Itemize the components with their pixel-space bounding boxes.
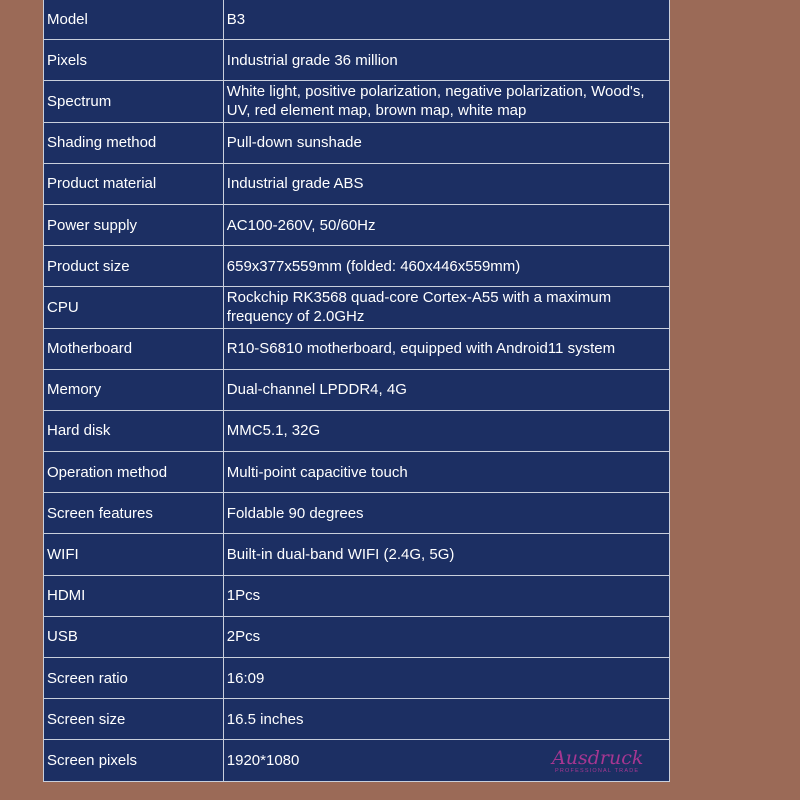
spec-value: Pull-down sunshade (223, 122, 669, 163)
spec-value: 16.5 inches (223, 699, 669, 740)
spec-label: WIFI (44, 534, 224, 575)
spec-label: Hard disk (44, 410, 224, 451)
watermark-tagline: PROFESSIONAL TRADE (555, 768, 640, 774)
spec-label: Memory (44, 369, 224, 410)
spec-row (44, 493, 670, 534)
spec-row (44, 40, 670, 81)
spec-label: Motherboard (44, 328, 224, 369)
spec-row (44, 246, 670, 287)
spec-row (44, 328, 670, 369)
spec-value: R10-S6810 motherboard, equipped with Android11 system (223, 328, 669, 369)
spec-row (44, 0, 670, 40)
spec-label: CPU (44, 287, 224, 328)
spec-value: 16:09 (223, 658, 669, 699)
spec-row (44, 658, 670, 699)
spec-label: Screen features (44, 493, 224, 534)
spec-value: MMC5.1, 32G (223, 410, 669, 451)
spec-label: HDMI (44, 575, 224, 616)
spec-value: AC100-260V, 50/60Hz (223, 204, 669, 245)
spec-value: 1Pcs (223, 575, 669, 616)
spec-label: Screen pixels (44, 740, 224, 781)
spec-label: Screen size (44, 699, 224, 740)
spec-label: Product material (44, 163, 224, 204)
spec-label: Product size (44, 246, 224, 287)
spec-value: 659x377x559mm (folded: 460x446x559mm) (223, 246, 669, 287)
spec-value: Dual-channel LPDDR4, 4G (223, 369, 669, 410)
spec-value: Rockchip RK3568 quad-core Cortex-A55 with a maximum frequency of 2.0GHz (223, 287, 669, 328)
spec-row (44, 81, 670, 122)
spec-row (44, 410, 670, 451)
spec-value: Industrial grade ABS (223, 163, 669, 204)
spec-label: USB (44, 616, 224, 657)
spec-row (44, 575, 670, 616)
spec-label: Spectrum (44, 81, 224, 122)
spec-label: Pixels (44, 40, 224, 81)
spec-label: Power supply (44, 204, 224, 245)
brand-watermark-logo (550, 745, 650, 775)
spec-value: 1920*1080 (223, 740, 669, 781)
spec-value: B3 (223, 0, 669, 40)
spec-row (44, 452, 670, 493)
spec-value: Foldable 90 degrees (223, 493, 669, 534)
spec-row (44, 122, 670, 163)
spec-value: Multi-point capacitive touch (223, 452, 669, 493)
spec-value: White light, positive polarization, negative polarization, Wood's, UV, red element map, brown map, white map (223, 81, 669, 122)
spec-row (44, 534, 670, 575)
spec-value: Built-in dual-band WIFI (2.4G, 5G) (223, 534, 669, 575)
spec-table (43, 0, 670, 782)
spec-value: Industrial grade 36 million (223, 40, 669, 81)
spec-value: 2Pcs (223, 616, 669, 657)
watermark-brand: Ausdruck (552, 747, 644, 769)
spec-label: Screen ratio (44, 658, 224, 699)
spec-label: Shading method (44, 122, 224, 163)
spec-row (44, 204, 670, 245)
spec-row (44, 369, 670, 410)
spec-row (44, 287, 670, 328)
spec-row (44, 616, 670, 657)
spec-row (44, 163, 670, 204)
spec-label: Model (44, 0, 224, 40)
spec-label: Operation method (44, 452, 224, 493)
spec-row (44, 699, 670, 740)
spec-table-body (44, 0, 670, 781)
